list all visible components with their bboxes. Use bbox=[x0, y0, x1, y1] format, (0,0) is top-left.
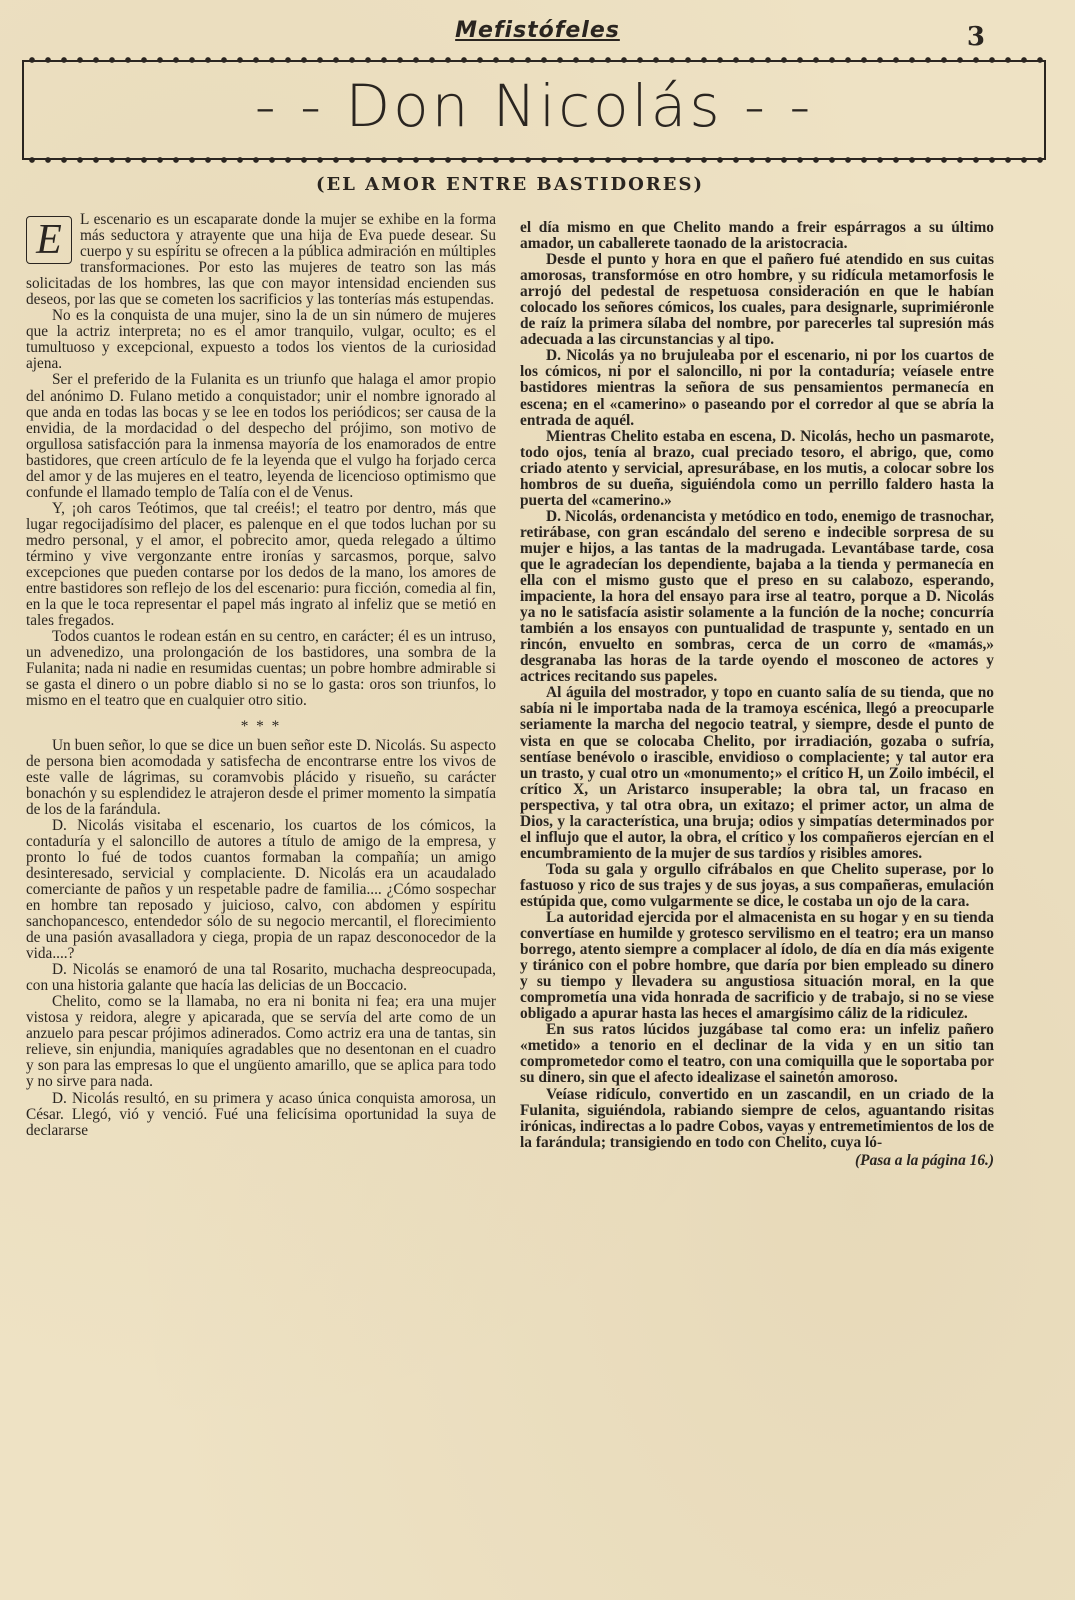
paragraph: Chelito, como se la llamaba, no era ni bonita ni fea; era una mujer vistosa y reidora, alegre y apicarada, que se servía del arte como de un anzuelo para pescar prójimos adinerados. Como actriz era una de tantas, sin relieve, sin enjundia, maniquíes agradables que no desentonan en el cuadro y son para las empresas lo que el ungüento amarillo, que se aplica para todo y no sirve para nada. bbox=[26, 993, 496, 1091]
paragraph: Desde el punto y hora en que el pañero fué atendido en sus cuitas amorosas, transformóse en otro hombre, y su ridícula metamorfosis le arrojó del pedestal de respetuosa consideración en que le habían colocado los señores cómicos, los cuales, para designarle, suprimiéronle de raíz la primera sílaba del nombre, por parecerles tal supresión más adecuada a las circunstancias y al tipo. bbox=[520, 251, 994, 349]
paragraph: D. Nicolás ya no brujuleaba por el escenario, ni por los cuartos de los cómicos, ni por el saloncillo, ni por la contaduría; veíasele entre bastidores mientras la señora de sus pensamientos permanecía en escena; en el «camerino» o paseando por el corredor al que se abría la entrada de aquél. bbox=[520, 347, 994, 429]
paragraph: Al águila del mostrador, y topo en cuanto salía de su tienda, que no sabía ni le importaba nada de la tramoya escénica, llegó a preocuparle seriamente la marcha del negocio teatral, y siempre, desde el punto de vista en que se colocaba Chelito, por irradiación, gozaba o sufría, sentíase benévolo o irascible, envidioso o complaciente; y tal autor era un trasto, y cual otro un «monumento;» el crítico H, un Zoilo imbécil, el crítico X, un Aristarco insuperable; la obra tal, un fracaso en perspectiva, y tal otra obra, un exitazo; el primer actor, un alma de Dios, y la característica, una bruja; odios y simpatías determinados por el influjo que el autor, la obra, el crítico y los compañeros ejercían en el encumbramiento de la mujer de sus tardíos y risibles amores. bbox=[520, 684, 994, 862]
right-column bbox=[520, 220, 994, 1169]
paragraph: D. Nicolás visitaba el escenario, los cuartos de los cómicos, la contaduría y el saloncillo de autores a título de amigo de la empresa, y pronto lo fué de todos cuantos formaban la compañía; un amigo desinteresado, servicial y complaciente. D. Nicolás era un acaudalado comerciante de paños y un respetable padre de familia.... ¿Cómo sospechar en hombre tan reposado y juicioso, calvo, con abdomen y espíritu sanchopancesco, entendedor sólo de su negocio mercantil, el florecimiento de una pasión avasalladora y ciega, propia de un rapaz desconocedor de la vida....? bbox=[26, 816, 496, 963]
paragraph: Y, ¡oh caros Teótimos, que tal creéis!; el teatro por dentro, más que lugar regocijadísimo del placer, es palenque en el que todos luchan por su medro personal, y el amor, el pobrecito amor, queda relegado a último término y vive vergonzante entre ironías y sarcasmos, porque, salvo excepciones que pueden contarse por los dedos de la mano, los amores de entre bastidores son reflejo de los del escenario: pura ficción, comedia al fin, en la que le toca representar el papel más ingrato al infeliz que se metió en tales fregados. bbox=[26, 499, 496, 630]
paragraph: D. Nicolás, ordenancista y metódico en todo, enemigo de trasnochar, retirábase, con gran escándalo del sereno e indecible sorpresa de su mujer e hijos, a las tantas de la madrugada. Levantábase tarde, cosa que le agradecían los dependiente, bajaba a la tienda y permanecía en ella con el mismo gusto que el preso en su calabozo, esperando, impaciente, la hora del ensayo para irse al teatro, porque a D. Nicolás ya no le satisfacía asistir solamente a la función de la noche; concurría también a los ensayos con puntualidad de traspunte y, sentado en un rincón, envuelto en sombras, cerca de un corro de «mamás,» desgranaba las horas de la tarde oyendo el mosconeo de actores y actrices recitando sus papeles. bbox=[520, 507, 994, 686]
paragraph: Mientras Chelito estaba en escena, D. Nicolás, hecho un pasmarote, todo ojos, tenía al brazo, cual preciado tesoro, el abrigo, que, como criado atento y servicial, apresurábase, en los mutis, a colocar sobre los hombros de su dueña, siguiéndola como un perrillo faldero hasta la puerta del «camerino.» bbox=[520, 427, 994, 509]
paragraph: Ser el preferido de la Fulanita es un triunfo que halaga el amor propio del anónimo D. Fulano metido a conquistador; unir el nombre ignorado al que anda en todas las bocas y se lee en todos los periódicos; ser causa de la envidia, de la mordacidad o del despecho del prójimo, son motivo de orgullosa satisfacción para la inmensa mayoría de los enamorados de entre bastidores, que creen artículo de fe la leyenda que el vulgo ha forjado cerca del amor y de las mujeres en el teatro, leyenda de licencioso optimismo que confunde el llamado templo de Talía con el de Venus. bbox=[26, 371, 496, 501]
magazine-title: Mefistófeles bbox=[455, 18, 620, 43]
paragraph-text: L escenario es un escaparate donde la mujer se exhibe en la forma más seductora y atrayente que una hija de Eva puede desear. Su cuerpo y su espíritu se ofrecen a la pública admiración en múltiples transformaciones. Por esto las mujeres de teatro son las más solicitadas de los hombres, las que con mayor intensidad encienden sus deseos, por las que se cometen los sacrificios y las tonterías más estupendas. bbox=[26, 211, 496, 309]
paragraph: No es la conquista de una mujer, sino la de un sin número de mujeres que la actriz interpreta; no es el amor tranquilo, vulgar, oculto; es el tumultuoso y excepcional, expuesto a todos los vientos de la curiosidad ajena. bbox=[26, 307, 496, 373]
paragraph: En sus ratos lúcidos juzgábase tal como era: un infeliz pañero «metido» a tenorio en el declinar de la vida y en un sitio tan comprometedor como el teatro, con una comiquilla que le soportaba por su dinero, sin que el afecto idealizase el sainetón amoroso. bbox=[520, 1021, 994, 1087]
article-subtitle: (EL AMOR ENTRE BASTIDORES) bbox=[316, 174, 704, 195]
drop-cap: E bbox=[26, 216, 72, 264]
paragraph: D. Nicolás resultó, en su primera y acaso única conquista amorosa, un César. Llegó, vió y venció. Fué una felicísima oportunidad la suya de declararse bbox=[26, 1089, 496, 1139]
paragraph: el día mismo en que Chelito mando a freir espárragos a su último amador, un caballerete taonado de la aristocracia. bbox=[520, 219, 994, 253]
dotted-border-bottom bbox=[24, 156, 1044, 164]
continuation-note: (Pasa a la página 16.) bbox=[855, 1151, 994, 1169]
paragraph: D. Nicolás se enamoró de una tal Rosarito, muchacha despreocupada, con una historia galante que hacía las delicias de un Boccacio. bbox=[26, 961, 496, 995]
dotted-border-top bbox=[24, 56, 1044, 64]
paragraph: Todos cuantos le rodean están en su centro, en carácter; él es un intruso, un advenedizo, una prolongación de los bastidores, una sombra de la Fulanita; nada ni nadie en resumidas cuentas; un pobre hombre admirable si se gasta el dinero o un pobre diablo si no se lo gasta: oros son triunfos, lo mismo en el teatro que en cualquier otro sitio. bbox=[26, 628, 496, 710]
paragraph: Toda su gala y orgullo cifrábalos en que Chelito superase, por lo fastuoso y rico de sus trajes y de sus joyas, a sus compañeras, emulación estúpida que, como vulgarmente se dice, le costaba un ojo de la cara. bbox=[520, 860, 994, 910]
paragraph bbox=[26, 212, 496, 308]
paragraph: Veíase ridículo, convertido en un zascandil, en un criado de la Fulanita, siguiéndola, rabiando siempre de celos, aguantando risitas irónicas, indirectas a lo padre Cobos, vayas y entremetimientos de los de la farándula; transigiendo en todo con Chelito, cuya ló- bbox=[520, 1085, 994, 1151]
page-header bbox=[0, 18, 1075, 52]
page-number: 3 bbox=[966, 22, 985, 52]
paragraph: La autoridad ejercida por el almacenista en su hogar y en su tienda convertíase en humilde y grotesco servilismo en el teatro; era un manso borrego, atento siempre a complacer al ídolo, de día en día más exigente y tiránico con el pobre hombre, que daría por bien empleado su dinero y su tiempo y llevadera su angustiosa situación moral, en la que comprometía una vida honrada de sacrificio y de trabajo, si no se viese obligado a apurar hasta las heces el amargísimo cáliz de la ridiculez. bbox=[520, 909, 994, 1023]
left-column bbox=[26, 212, 496, 1139]
paragraph: Un buen señor, lo que se dice un buen señor este D. Nicolás. Su aspecto de persona bien acomodada y satisfecha de encontrarse entre los vivos de este valle de lágrimas, su coramvobis plácido y risueño, su carácter bonachón y su esplendidez le atrajeron desde el primer momento la simpatía de los de la farándula. bbox=[26, 736, 496, 818]
section-separator: * * * bbox=[240, 718, 282, 736]
title-frame bbox=[22, 60, 1046, 160]
article-title: - - Don Nicolás - - bbox=[254, 72, 814, 140]
